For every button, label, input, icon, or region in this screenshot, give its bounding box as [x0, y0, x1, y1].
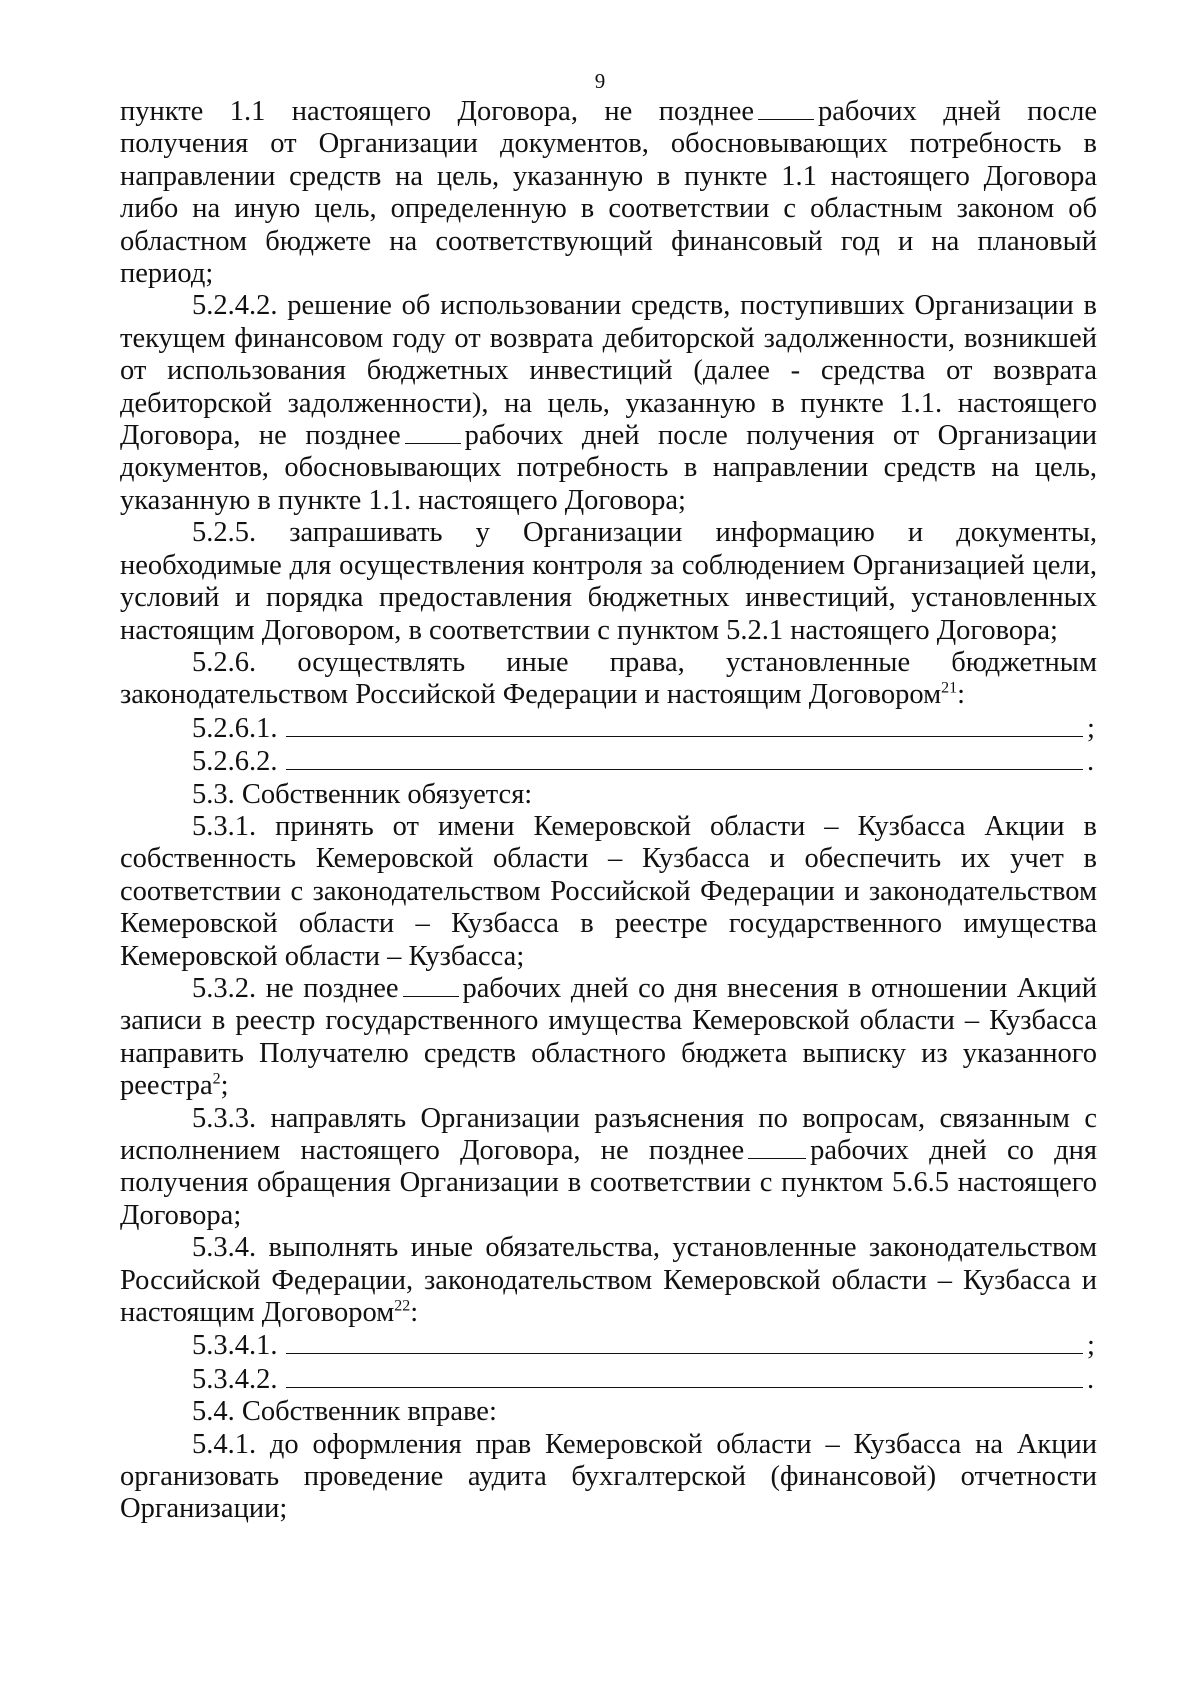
blank-days-field[interactable]: [748, 1136, 806, 1159]
fill-in-field[interactable]: [286, 712, 1084, 737]
paragraph-5-3-1: 5.3.1. принять от имени Кемеровской области – Кузбасса Акции в собственность Кемеровской области – Кузбасса и обеспечить их учет в соответствии с законодательством Российской Федерации и законодательством Кемеровской области – Кузбасса в реестре государственного имущества Кемеровской области – Кузбасса;: [120, 810, 1097, 972]
blank-days-field[interactable]: [758, 97, 814, 120]
fill-in-field[interactable]: [286, 745, 1084, 770]
paragraph-5-2-4-2: 5.2.4.2. решение об использовании средств, поступивших Организации в текущем финансовом году от возврата дебиторской задолженности, возникшей от использования бюджетных инвестиций (далее - средства от возврата дебиторской задолженности), на цель, указанную в пункте 1.1. настоящего Договора, не позднее рабочих дней после получения от Организации документов, обосновывающих потребность в направлении средств на цель, указанную в пункте 1.1. настоящего Договора;: [120, 290, 1098, 516]
paragraph-5-3-4: 5.3.4. выполнять иные обязательства, установленные законодательством Российской Федерации, законодательством Кемеровской области – Кузбасса и настоящим Договором$^{22}$:: [120, 1232, 1097, 1329]
section-heading-5-3: 5.3. Собственник обязуется:: [192, 778, 533, 810]
paragraph-5-3-3: 5.3.3. направлять Организации разъяснения по вопросам, связанным с исполнением настоящего Договора, не позднее рабочих дней со дня получения обращения Организации в соответствии с пунктом 5.6.5 настоящего Договора;: [120, 1102, 1097, 1231]
footnote-ref: 22: [394, 1297, 411, 1315]
paragraph-continuation: пункте 1.1 настоящего Договора, не позднее рабочих дней после получения от Организации документов, обосновывающих потребность в направлении средств на цель, указанную в пункте 1.1 настоящего Договора либо на иную цель, определенную в соответствии с областным законом об областном бюджете на соответствующий финансовый год и на плановый период;: [120, 96, 1097, 290]
paragraph-5-2-6: 5.2.6. осуществлять иные права, установленные бюджетным законодательством Российской Федерации и настоящим Договором$^{21}$:: [120, 646, 1097, 711]
paragraph-5-3-2: 5.3.2. не позднее рабочих дней со дня внесения в отношении Акций записи в реестр государственного имущества Кемеровской области – Кузбасса направить Получателю средств областного бюджета выписку из указанного реестра$^2$;: [120, 972, 1097, 1102]
page-number: 9: [594, 69, 606, 93]
paragraph-5-2-5: 5.2.5. запрашивать у Организации информацию и документы, необходимые для осуществления контроля за соблюдением Организацией цели, условий и порядка предоставления бюджетных инвестиций, установленных настоящим Договором, в соответствии с пунктом 5.2.1 настоящего Договора;: [120, 517, 1097, 646]
document-body: [120, 96, 1097, 1526]
fill-in-field[interactable]: [286, 1363, 1084, 1388]
section-heading-5-4: 5.4. Собственник вправе:: [192, 1396, 497, 1428]
fill-line-5-3-4-2: 5.3.4.2. .: [192, 1363, 1095, 1395]
fill-line-5-2-6-1: 5.2.6.1. ;: [192, 712, 1095, 744]
fill-line-5-3-4-1: 5.3.4.1. ;: [192, 1330, 1095, 1362]
blank-days-field[interactable]: [403, 974, 459, 997]
footnote-ref: 2: [212, 1070, 221, 1088]
paragraph-5-4-1: 5.4.1. до оформления прав Кемеровской области – Кузбасса на Акции организовать проведение аудита бухгалтерской (финансовой) отчетности Организации;: [120, 1428, 1097, 1525]
fill-in-field[interactable]: [286, 1329, 1084, 1354]
blank-days-field[interactable]: [405, 421, 461, 444]
fill-line-5-2-6-2: 5.2.6.2. .: [192, 746, 1095, 778]
footnote-ref: 21: [941, 679, 958, 697]
